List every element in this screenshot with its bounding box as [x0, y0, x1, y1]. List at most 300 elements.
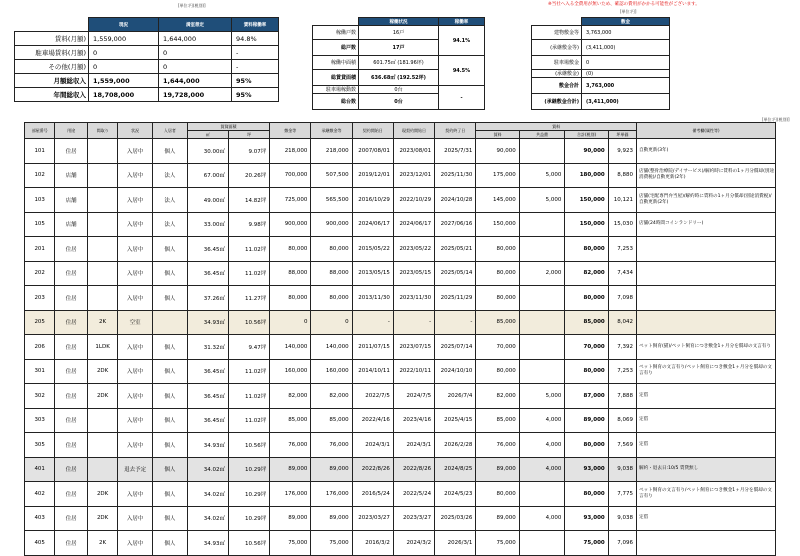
occupancy-label: 総台数 — [313, 94, 359, 110]
occupancy-header: 稼働状況 — [359, 18, 439, 26]
cell-use: 住居 — [55, 286, 88, 311]
cell-tenant — [153, 310, 188, 335]
cell-total: 80,000 — [565, 359, 608, 384]
deposit-label: 敷金合計 — [532, 78, 582, 94]
cell-tenant: 法人 — [153, 212, 188, 237]
cell-deposit: 80,000 — [270, 237, 311, 262]
income-row — [15, 74, 279, 88]
rent-roll-row — [25, 237, 776, 262]
cell-tsubo-unit: 9,038 — [608, 457, 636, 482]
col-deposit: 敷金等 — [270, 123, 311, 139]
cell-rent: 70,000 — [476, 335, 519, 360]
unit-note-top: [単位:円(税別)] — [178, 3, 206, 8]
rent-roll-row — [25, 408, 776, 433]
col-layout: 間取り — [87, 123, 117, 139]
cell-contract-start: 2024/3/1 — [352, 433, 393, 458]
rent-roll-row — [25, 188, 776, 213]
cell-status: 入居中 — [118, 163, 153, 188]
cell-remarks: ペット飼育(猫)/ペット飼育につき敷金1ヶ月分を償却の文言有り — [636, 335, 775, 360]
deposit-label: (承継敷金) — [532, 70, 582, 78]
cell-rent: 89,000 — [476, 457, 519, 482]
occupancy-value: 17戸 — [359, 40, 439, 56]
deposit-value: (3,411,000) — [582, 40, 670, 56]
cell-status: 入居中 — [118, 212, 153, 237]
cell-contract-end: 2027/06/16 — [435, 212, 476, 237]
cell-contract-start: 2022/7/5 — [352, 384, 393, 409]
rent-roll-row — [25, 286, 776, 311]
cell-tsubo-unit: 7,096 — [608, 531, 636, 556]
occupancy-table — [312, 17, 485, 110]
cell-contract-end: 2024/10/28 — [435, 188, 476, 213]
cell-area-tsubo: 10.56坪 — [228, 531, 269, 556]
cell-deposit: 82,000 — [270, 384, 311, 409]
cell-rent: 80,000 — [476, 237, 519, 262]
cell-total: 150,000 — [565, 212, 608, 237]
cell-status: 空室 — [118, 310, 153, 335]
occupancy-row — [313, 26, 485, 40]
col-total: 合計(税別) — [565, 131, 608, 139]
deposit-row — [532, 40, 670, 56]
occupancy-value: 636.68㎡ (192.52坪) — [359, 70, 439, 86]
cell-common-fee: 4,000 — [519, 506, 565, 531]
cell-total: 180,000 — [565, 163, 608, 188]
cell-remarks: 解約・退去日:10/5 賃貸無し — [636, 457, 775, 482]
cell-status: 入居中 — [118, 482, 153, 507]
cell-room-number: 401 — [25, 457, 55, 482]
cell-status: 入居中 — [118, 506, 153, 531]
cell-room-number: 301 — [25, 359, 55, 384]
cell-contract-end: 2025/4/15 — [435, 408, 476, 433]
cell-contract-start: 2013/11/30 — [352, 286, 393, 311]
cell-common-fee — [519, 286, 565, 311]
cell-remarks — [636, 286, 775, 311]
cell-tsubo-unit: 7,569 — [608, 433, 636, 458]
cell-layout: 2DK — [87, 359, 117, 384]
deposit-header: 敷金 — [582, 18, 670, 26]
cell-area-tsubo: 11.02坪 — [228, 384, 269, 409]
cell-tenant: 個人 — [153, 359, 188, 384]
cell-contract-end: 2025/03/26 — [435, 506, 476, 531]
cell-renew-start: 2023/07/15 — [393, 335, 434, 360]
cell-rent: 80,000 — [476, 359, 519, 384]
rent-roll-table — [24, 122, 776, 556]
cell-common-fee — [519, 335, 565, 360]
col-contract-start: 契約開始日 — [352, 123, 393, 139]
cell-remarks — [636, 261, 775, 286]
cell-tenant: 個人 — [153, 506, 188, 531]
deposit-label: (承継敷金合計) — [532, 94, 582, 110]
occupancy-value: 16戸 — [359, 26, 439, 40]
col-deposit-assumed: 承継敷金等 — [311, 123, 352, 139]
occupancy-label: 駐車場稼動数 — [313, 86, 359, 94]
income-header-rate: 賃料稼働率 — [232, 18, 279, 32]
rent-roll-row — [25, 139, 776, 164]
cell-area-tsubo: 9.47坪 — [228, 335, 269, 360]
cell-total: 89,000 — [565, 408, 608, 433]
cell-area-tsubo: 11.02坪 — [228, 237, 269, 262]
cell-room-number: 302 — [25, 384, 55, 409]
cell-renew-start: 2023/11/30 — [393, 286, 434, 311]
cell-renew-start: 2023/08/01 — [393, 139, 434, 164]
cell-rent: 75,000 — [476, 531, 519, 556]
cell-rent: 80,000 — [476, 286, 519, 311]
deposit-row — [532, 94, 670, 110]
rent-roll-row — [25, 457, 776, 482]
occupancy-row — [313, 86, 485, 94]
cell-tsubo-unit: 7,888 — [608, 384, 636, 409]
cell-use: 住居 — [55, 335, 88, 360]
cell-area-m2: 67.00㎡ — [187, 163, 228, 188]
cell-deposit: 76,000 — [270, 433, 311, 458]
cell-area-m2: 49.00㎡ — [187, 188, 228, 213]
cell-room-number: 206 — [25, 335, 55, 360]
cell-use: 住居 — [55, 261, 88, 286]
cell-layout: 1LDK — [87, 335, 117, 360]
cell-deposit: 140,000 — [270, 335, 311, 360]
cell-renew-start: 2024/06/17 — [393, 212, 434, 237]
cell-deposit-assumed: 85,000 — [311, 408, 352, 433]
unit-note-main: [単位:円(税別)] — [762, 117, 790, 122]
cell-renew-start: 2023/12/01 — [393, 163, 434, 188]
cell-layout — [87, 237, 117, 262]
cell-common-fee: 4,000 — [519, 408, 565, 433]
col-status: 状況 — [118, 123, 153, 139]
income-full: 19,728,000 — [159, 88, 232, 102]
cell-area-m2: 34.93㎡ — [187, 433, 228, 458]
cell-renew-start: 2022/5/24 — [393, 482, 434, 507]
cell-contract-end: 2025/07/14 — [435, 335, 476, 360]
cell-layout: 2K — [87, 310, 117, 335]
cell-contract-end: 2024/8/25 — [435, 457, 476, 482]
col-remarks: 備考欄(属性等) — [636, 123, 775, 139]
occupancy-rate-header: 稼働率 — [439, 18, 485, 26]
income-row — [15, 60, 279, 74]
rent-roll-row — [25, 310, 776, 335]
occupancy-rate-area: 94.5% — [439, 56, 485, 86]
col-room: 部屋番号 — [25, 123, 55, 139]
cell-remarks: 店舗(24時間コインランドリー) — [636, 212, 775, 237]
cell-deposit: 700,000 — [270, 163, 311, 188]
cell-rent: 90,000 — [476, 139, 519, 164]
cell-remarks: 定借 — [636, 408, 775, 433]
cell-layout — [87, 188, 117, 213]
cell-tenant: 個人 — [153, 433, 188, 458]
cell-remarks: ペット飼育の文言有り/ペット飼育につき敷金1ヶ月分を償却の文言有り — [636, 359, 775, 384]
deposit-label: 駐車場敷金 — [532, 56, 582, 70]
cell-deposit-assumed: 89,000 — [311, 457, 352, 482]
income-row — [15, 32, 279, 46]
deposit-row — [532, 56, 670, 70]
cell-renew-start: 2023/3/27 — [393, 506, 434, 531]
cell-status: 入居中 — [118, 408, 153, 433]
cell-area-tsubo: 11.02坪 — [228, 359, 269, 384]
cell-use: 住居 — [55, 408, 88, 433]
income-current: 0 — [89, 46, 159, 60]
cell-status: 入居中 — [118, 286, 153, 311]
col-use: 用途 — [55, 123, 88, 139]
cell-contract-end: 2025/05/21 — [435, 237, 476, 262]
cell-rent: 145,000 — [476, 188, 519, 213]
cell-total: 93,000 — [565, 506, 608, 531]
cell-layout — [87, 433, 117, 458]
income-current: 0 — [89, 60, 159, 74]
cell-contract-start: 2016/3/2 — [352, 531, 393, 556]
cell-renew-start: 2024/3/2 — [393, 531, 434, 556]
cell-common-fee — [519, 212, 565, 237]
cell-remarks: 店舗(整骨治療院/デイサービス)/解約時に賃料の1ヶ月分償却(別途消費税)/自動更新(2年) — [636, 163, 775, 188]
cell-renew-start: 2023/05/22 — [393, 237, 434, 262]
cell-common-fee — [519, 310, 565, 335]
cell-area-m2: 30.00㎡ — [187, 139, 228, 164]
cell-area-tsubo: 11.02坪 — [228, 408, 269, 433]
occupancy-label: 稼働戸数 — [313, 26, 359, 40]
cell-contract-start: 2023/03/27 — [352, 506, 393, 531]
cell-deposit: 218,000 — [270, 139, 311, 164]
cell-deposit: 88,000 — [270, 261, 311, 286]
occupancy-label: 稼働中面積 — [313, 56, 359, 70]
income-row — [15, 88, 279, 102]
cell-tsubo-unit: 8,069 — [608, 408, 636, 433]
rent-roll-row — [25, 335, 776, 360]
col-common-fee: 共益費 — [519, 131, 565, 139]
rent-roll-row — [25, 506, 776, 531]
cell-tsubo-unit: 7,098 — [608, 286, 636, 311]
cell-total: 82,000 — [565, 261, 608, 286]
cell-deposit-assumed: 160,000 — [311, 359, 352, 384]
cell-renew-start: 2022/10/11 — [393, 359, 434, 384]
cell-total: 87,000 — [565, 384, 608, 409]
cell-area-tsubo: 10.56坪 — [228, 433, 269, 458]
cell-tenant: 個人 — [153, 286, 188, 311]
cell-rent: 80,000 — [476, 261, 519, 286]
cell-area-m2: 36.45㎡ — [187, 237, 228, 262]
cell-deposit-assumed: 80,000 — [311, 286, 352, 311]
deposit-label: (承継敷金等) — [532, 40, 582, 56]
cell-deposit: 160,000 — [270, 359, 311, 384]
cell-area-m2: 34.02㎡ — [187, 506, 228, 531]
deposit-row — [532, 78, 670, 94]
deposit-label: 建物敷金等 — [532, 26, 582, 40]
cell-total: 70,000 — [565, 335, 608, 360]
cell-area-tsubo: 10.29坪 — [228, 482, 269, 507]
cell-area-tsubo: 10.56坪 — [228, 310, 269, 335]
cell-area-m2: 36.45㎡ — [187, 384, 228, 409]
cell-total: 80,000 — [565, 237, 608, 262]
cell-room-number: 205 — [25, 310, 55, 335]
cell-room-number: 405 — [25, 531, 55, 556]
cell-tsubo-unit: 7,253 — [608, 359, 636, 384]
cell-area-tsubo: 11.02坪 — [228, 261, 269, 286]
cell-use: 住居 — [55, 506, 88, 531]
cell-deposit-assumed: 82,000 — [311, 384, 352, 409]
cell-area-m2: 37.26㎡ — [187, 286, 228, 311]
cell-contract-end: - — [435, 310, 476, 335]
income-full: 0 — [159, 46, 232, 60]
cell-contract-start: 2014/10/11 — [352, 359, 393, 384]
cell-renew-start: 2024/7/5 — [393, 384, 434, 409]
cell-common-fee — [519, 531, 565, 556]
income-summary-table — [14, 17, 279, 102]
cell-area-m2: 36.45㎡ — [187, 261, 228, 286]
income-rate: - — [232, 60, 279, 74]
cell-area-m2: 34.93㎡ — [187, 310, 228, 335]
cell-room-number: 203 — [25, 286, 55, 311]
cell-common-fee: 5,000 — [519, 188, 565, 213]
cell-deposit: 176,000 — [270, 482, 311, 507]
cell-rent: 89,000 — [476, 506, 519, 531]
rent-roll-row — [25, 261, 776, 286]
cell-contract-start: 2013/05/15 — [352, 261, 393, 286]
cell-layout: 2DK — [87, 482, 117, 507]
cell-common-fee: 5,000 — [519, 163, 565, 188]
cell-rent: 85,000 — [476, 310, 519, 335]
cell-rent: 85,000 — [476, 408, 519, 433]
cell-contract-end: 2025/7/31 — [435, 139, 476, 164]
cell-contract-end: 2025/05/14 — [435, 261, 476, 286]
cell-contract-start: 2024/06/17 — [352, 212, 393, 237]
red-notice: ※当社へ入る全費用が無いため、確認の費用がかかる可能性がございます。 — [548, 2, 700, 7]
cell-tenant: 法人 — [153, 188, 188, 213]
income-header-full: 満室想定 — [159, 18, 232, 32]
cell-room-number: 305 — [25, 433, 55, 458]
cell-deposit-assumed: 88,000 — [311, 261, 352, 286]
cell-renew-start: 2023/4/16 — [393, 408, 434, 433]
cell-tenant: 法人 — [153, 163, 188, 188]
income-rate: 94.8% — [232, 32, 279, 46]
cell-layout — [87, 139, 117, 164]
cell-area-m2: 31.32㎡ — [187, 335, 228, 360]
cell-remarks — [636, 310, 775, 335]
cell-tsubo-unit: 7,775 — [608, 482, 636, 507]
cell-total: 90,000 — [565, 139, 608, 164]
col-area-m2: ㎡ — [187, 131, 228, 139]
cell-tenant: 個人 — [153, 457, 188, 482]
cell-renew-start: 2022/8/26 — [393, 457, 434, 482]
cell-rent: 80,000 — [476, 482, 519, 507]
cell-status: 入居中 — [118, 433, 153, 458]
cell-layout — [87, 457, 117, 482]
cell-use: 店舗 — [55, 163, 88, 188]
occupancy-value: 601.75㎡ (181.96坪) — [359, 56, 439, 70]
cell-area-m2: 36.45㎡ — [187, 408, 228, 433]
cell-deposit-assumed: 140,000 — [311, 335, 352, 360]
cell-use: 住居 — [55, 139, 88, 164]
cell-tsubo-unit: 8,880 — [608, 163, 636, 188]
cell-total: 80,000 — [565, 482, 608, 507]
cell-status: 入居中 — [118, 188, 153, 213]
cell-room-number: 402 — [25, 482, 55, 507]
deposit-value: (0) — [582, 70, 670, 78]
cell-tsubo-unit: 8,042 — [608, 310, 636, 335]
cell-contract-start: 2007/08/01 — [352, 139, 393, 164]
income-rate: 95% — [232, 88, 279, 102]
income-rate: 95% — [232, 74, 279, 88]
rent-roll-row — [25, 384, 776, 409]
cell-tenant: 個人 — [153, 335, 188, 360]
cell-total: 80,000 — [565, 286, 608, 311]
cell-room-number: 403 — [25, 506, 55, 531]
cell-tenant: 個人 — [153, 408, 188, 433]
cell-status: 入居中 — [118, 359, 153, 384]
cell-area-m2: 34.02㎡ — [187, 482, 228, 507]
cell-total: 80,000 — [565, 433, 608, 458]
cell-use: 住居 — [55, 384, 88, 409]
rent-roll-row — [25, 163, 776, 188]
cell-total: 150,000 — [565, 188, 608, 213]
cell-layout — [87, 408, 117, 433]
income-current: 1,559,000 — [89, 74, 159, 88]
cell-common-fee — [519, 139, 565, 164]
cell-tenant: 個人 — [153, 261, 188, 286]
occupancy-value: 0台 — [359, 94, 439, 110]
deposit-row — [532, 26, 670, 40]
cell-status: 入居中 — [118, 335, 153, 360]
cell-area-tsubo: 10.29坪 — [228, 457, 269, 482]
income-label: 月額総収入 — [15, 74, 89, 88]
cell-deposit-assumed: 218,000 — [311, 139, 352, 164]
cell-common-fee — [519, 237, 565, 262]
cell-deposit: 75,000 — [270, 531, 311, 556]
cell-tsubo-unit: 7,434 — [608, 261, 636, 286]
cell-deposit: 725,000 — [270, 188, 311, 213]
rent-roll-row — [25, 359, 776, 384]
cell-contract-end: 2026/7/4 — [435, 384, 476, 409]
cell-renew-start: - — [393, 310, 434, 335]
cell-total: 75,000 — [565, 531, 608, 556]
cell-renew-start: 2023/05/15 — [393, 261, 434, 286]
cell-layout — [87, 212, 117, 237]
income-full: 1,644,000 — [159, 32, 232, 46]
cell-contract-end: 2026/3/1 — [435, 531, 476, 556]
cell-deposit-assumed: 176,000 — [311, 482, 352, 507]
cell-contract-start: 2019/12/01 — [352, 163, 393, 188]
cell-remarks: 自動更新(3年) — [636, 139, 775, 164]
cell-common-fee: 5,000 — [519, 384, 565, 409]
cell-room-number: 103 — [25, 188, 55, 213]
cell-total: 93,000 — [565, 457, 608, 482]
cell-contract-start: - — [352, 310, 393, 335]
cell-remarks: 定借 — [636, 506, 775, 531]
cell-status: 入居中 — [118, 384, 153, 409]
cell-contract-start: 2022/8/26 — [352, 457, 393, 482]
deposit-value: 0 — [582, 56, 670, 70]
cell-tenant: 個人 — [153, 482, 188, 507]
cell-layout — [87, 286, 117, 311]
cell-status: 入居中 — [118, 139, 153, 164]
cell-tsubo-unit: 9,923 — [608, 139, 636, 164]
cell-use: 住居 — [55, 359, 88, 384]
cell-common-fee — [519, 482, 565, 507]
cell-use: 店舗 — [55, 188, 88, 213]
col-tenant: 入居者 — [153, 123, 188, 139]
cell-room-number: 201 — [25, 237, 55, 262]
cell-tsubo-unit: 9,038 — [608, 506, 636, 531]
cell-rent: 76,000 — [476, 433, 519, 458]
cell-deposit-assumed: 900,000 — [311, 212, 352, 237]
cell-area-tsubo: 9.98坪 — [228, 212, 269, 237]
income-label: 駐車場賃料(月額) — [15, 46, 89, 60]
cell-tsubo-unit: 7,253 — [608, 237, 636, 262]
cell-contract-end: 2026/2/28 — [435, 433, 476, 458]
cell-room-number: 105 — [25, 212, 55, 237]
cell-tenant: 個人 — [153, 531, 188, 556]
cell-contract-start: 2022/4/16 — [352, 408, 393, 433]
rent-roll-row — [25, 433, 776, 458]
cell-contract-start: 2011/07/15 — [352, 335, 393, 360]
cell-deposit-assumed: 76,000 — [311, 433, 352, 458]
occupancy-value: 0台 — [359, 86, 439, 94]
cell-use: 住居 — [55, 482, 88, 507]
